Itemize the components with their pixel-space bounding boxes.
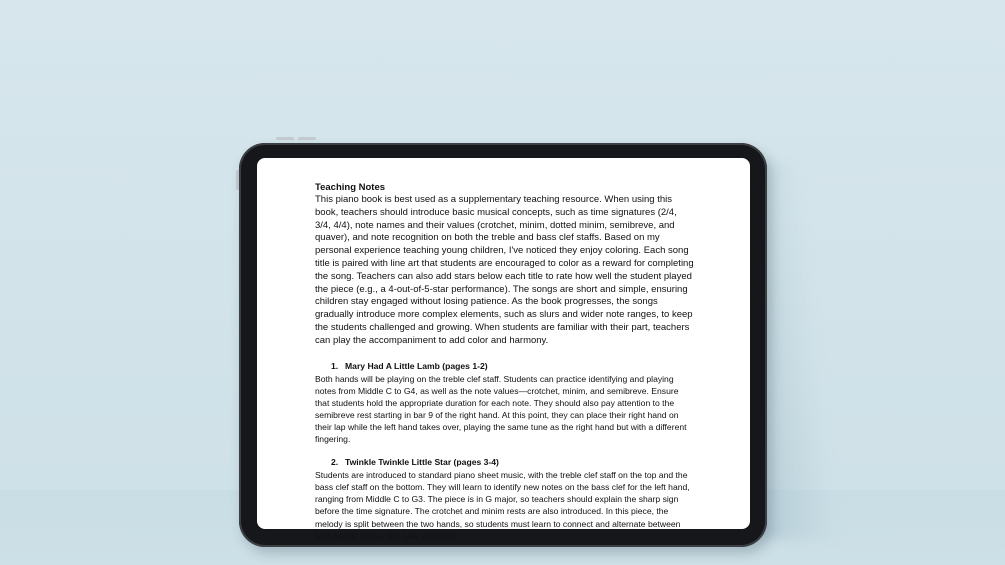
section-heading	[331, 456, 695, 468]
section-1	[315, 360, 695, 446]
section-body: Students are introduced to standard piano sheet music, with the treble clef staff on the top and the bass clef staff on the bottom. They will learn to identify new notes on the bass clef for the left hand, ranging from Middle C to G3. The piece is in G major, so teachers should explain the sharp sign before the time signature. The crotchet and minim rests are also introduced. In this piece, the melody is split between the two hands, so students must learn to connect and alternate between both hands to play the tune smoothly.	[315, 470, 690, 541]
volume-button	[276, 137, 294, 140]
volume-button	[298, 137, 316, 140]
document-page	[315, 182, 695, 553]
section-2	[315, 456, 695, 542]
tablet-screen[interactable]	[257, 158, 750, 541]
section-body: Both hands will be playing on the treble clef staff. Students can practice identifying and playing notes from Middle C to G4, as well as the note values—crotchet, minim, and semibreve. Ensure that students hold the appropriate duration for each note. They should also pay attention to the semibreve rest starting in bar 9 of the right hand. At this point, they can place their right hand on their lap while the left hand takes over, playing the same tune as the right hand but with a different fingering.	[315, 373, 687, 445]
section-heading	[331, 360, 695, 372]
section-number: 2.	[331, 457, 339, 468]
section-title: Mary Had A Little Lamb (pages 1-2)	[345, 360, 488, 371]
section-number: 1.	[331, 360, 339, 371]
section-title: Twinkle Twinkle Little Star (pages 3-4)	[345, 457, 499, 468]
document-title: Teaching Notes	[315, 182, 386, 193]
intro-paragraph: This piano book is best used as a supplementary teaching resource. When using this book, teachers should introduce basic musical concepts, such as time signatures (2/4, 3/4, 4/4), note names and their values (crotchet, minim, dotted minim, semibreve, and quaver), and note recognition on both the treble and bass clef staffs. Based on my personal experience teaching young children, I've noticed they enjoy coloring. Each song title is paired with line art that students are encouraged to color as a reward for completing the song. Teachers can also add stars below each title to rate how well the student played the piece (e.g., a 4-out-of-5-star performance). The songs are short and simple, ensuring children stay engaged without losing patience. As the book progresses, the songs gradually introduce more complex elements, such as slurs and wider note ranges, to keep the students challenged and growing. When students are familiar with their part, teachers can play the accompaniment to add color and harmony.	[315, 194, 694, 346]
